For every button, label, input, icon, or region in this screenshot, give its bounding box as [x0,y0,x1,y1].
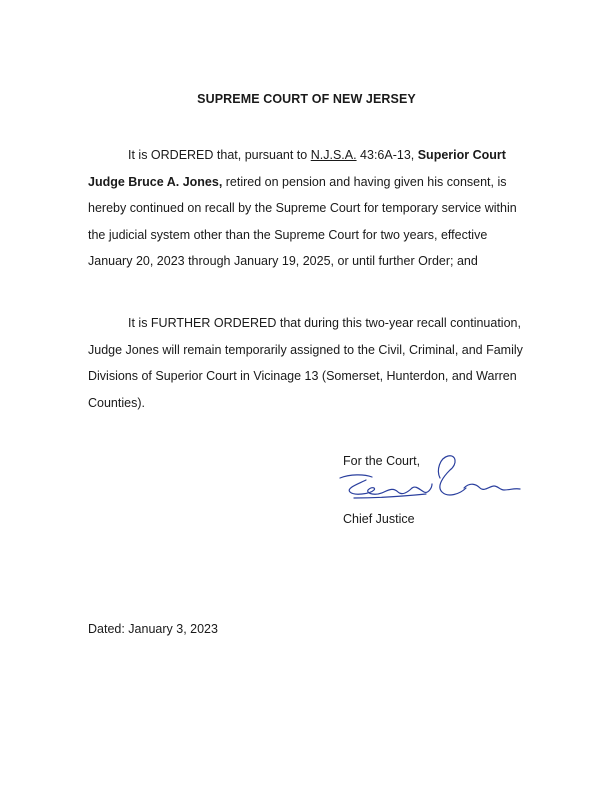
handwritten-signature [336,452,526,512]
statute-citation: N.J.S.A. [310,148,357,162]
further-order-text: It is FURTHER ORDERED that during this two-year recall continuation, Judge Jones will remain temporarily assigned to the Civil, Criminal, and Family Divisions of Superior Court in Vicinage 13 (Somerset, Hunterdon, and Warren Counties). [88,316,523,410]
order-paragraph-1 [88,142,528,275]
judge-name: Superior Court Judge Bruce A. Jones, [88,148,506,189]
order-paragraph-2 [88,310,528,416]
dated-line: Dated: January 3, 2023 [88,622,218,636]
order-text-start: It is ORDERED that, pursuant to [128,148,311,162]
for-the-court-label: For the Court, [343,454,421,468]
statute-section: 43:6A-13, [356,148,418,162]
document-title: SUPREME COURT OF NEW JERSEY [197,92,416,106]
chief-justice-label: Chief Justice [343,512,415,526]
order-text-rest: retired on pension and having given his consent, is hereby continued on recall by the Supreme Court for temporary service within the judicial system other than the Supreme Court for two years, effective January 20, 2023 through January 19, 2025, or until further Order; and [88,174,517,268]
